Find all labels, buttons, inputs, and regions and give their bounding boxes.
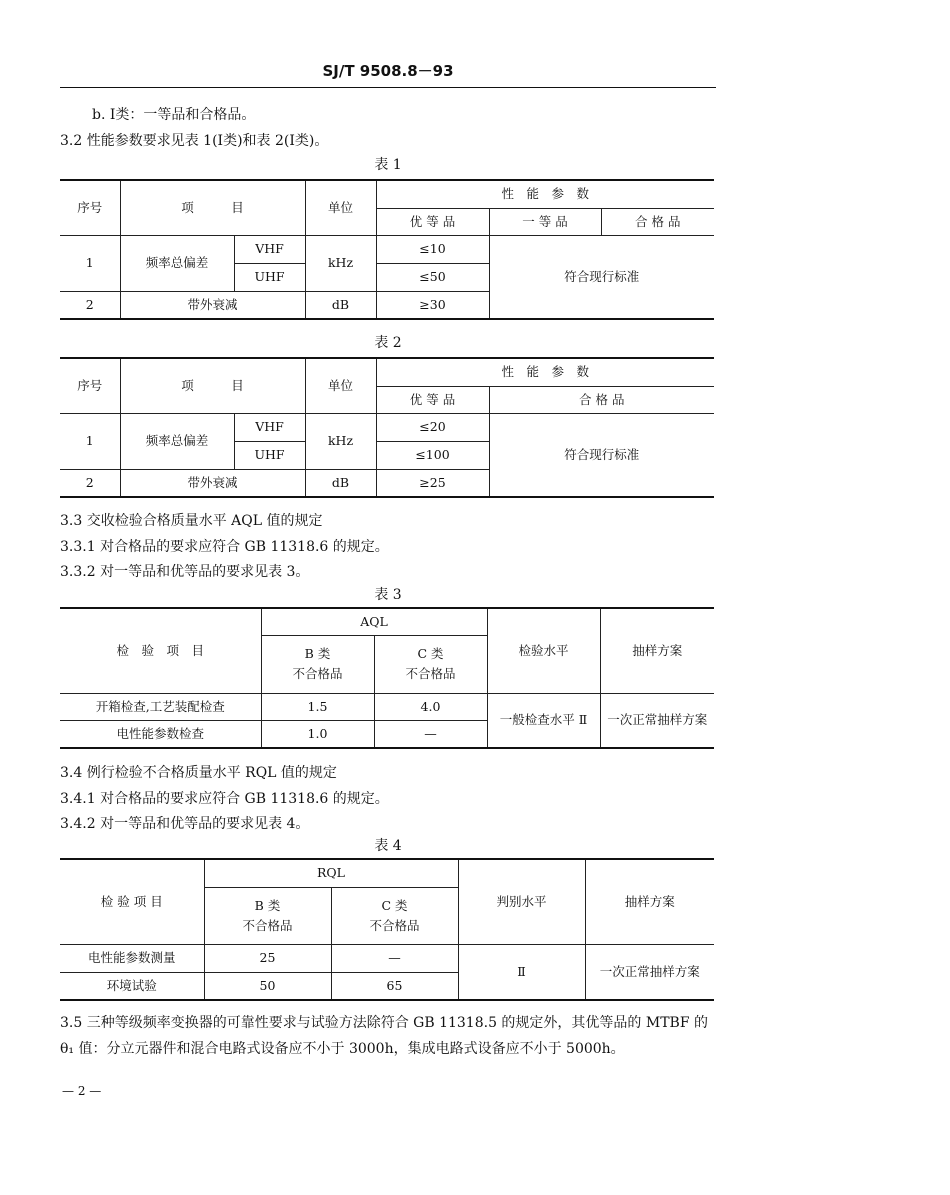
t4-r1-b: 25 bbox=[204, 944, 331, 972]
t3-r2-item: 电性能参数检查 bbox=[60, 720, 261, 748]
t3-h-c-l2: 不合格品 bbox=[405, 666, 456, 681]
t4-h-b-l2: 不合格品 bbox=[242, 917, 293, 933]
t2-r2-val: ≥25 bbox=[376, 469, 489, 497]
t3-r2-c: — bbox=[374, 720, 487, 748]
t2-h-perf: 性 能 参 数 bbox=[376, 358, 714, 386]
section-3-4-2: 3.4.2 对一等品和优等品的要求见表 4。 bbox=[60, 816, 310, 832]
t1-r1-uhf: UHF bbox=[234, 263, 305, 291]
table1-caption: 表 1 bbox=[374, 157, 402, 173]
t1-h-perf: 性 能 参 数 bbox=[376, 180, 714, 208]
section-3-3-2: 3.3.2 对一等品和优等品的要求见表 3。 bbox=[60, 564, 310, 580]
t4-h-c-l1: C 类 bbox=[381, 897, 408, 913]
t1-r1-item: 频率总偏差 bbox=[120, 235, 234, 291]
t4-h-item: 检 验 项 目 bbox=[60, 859, 204, 944]
t4-h-c-l2: 不合格品 bbox=[369, 917, 420, 933]
t3-r2-b: 1.0 bbox=[261, 720, 374, 748]
t1-r1-vhf: VHF bbox=[234, 235, 305, 263]
t3-h-b-l1: B 类 bbox=[304, 646, 331, 661]
t4-h-level: 判别水平 bbox=[458, 859, 585, 944]
table2 bbox=[60, 357, 714, 498]
t2-h-unit: 单位 bbox=[305, 358, 376, 413]
t3-h-level: 检验水平 bbox=[487, 608, 600, 693]
t1-r2-item: 带外衰减 bbox=[120, 291, 305, 319]
section-3-3-title: 3.3 交收检验合格质量水平 AQL 值的规定 bbox=[60, 513, 323, 529]
t1-r2-unit: dB bbox=[305, 291, 376, 319]
t2-r1-uhf: UHF bbox=[234, 441, 305, 469]
section-3-4-1: 3.4.1 对合格品的要求应符合 GB 11318.6 的规定。 bbox=[60, 791, 389, 807]
table4 bbox=[60, 858, 714, 1001]
t3-h-c-l1: C 类 bbox=[417, 646, 444, 661]
t4-r1-item: 电性能参数测量 bbox=[60, 944, 204, 972]
table2-caption: 表 2 bbox=[374, 335, 402, 351]
t3-level: 一般检查水平 Ⅱ bbox=[487, 693, 600, 748]
section-3-5: 3.5 三种等级频率变换器的可靠性要求与试验方法除符合 GB 11318.5 的规定外，其优等品的 MTBF 的 θ₁ 值：分立元器件和混合电路式设备应不小于 3000h，集成电路式设备应不小于 5000h。 bbox=[60, 1015, 709, 1057]
t4-r2-b: 50 bbox=[204, 972, 331, 1000]
t3-h-plan: 抽样方案 bbox=[600, 608, 714, 693]
page-number: — 2 — bbox=[62, 1084, 102, 1098]
t1-h-unit: 单位 bbox=[305, 180, 376, 235]
t2-r1-vhf: VHF bbox=[234, 413, 305, 441]
table3-caption: 表 3 bbox=[374, 587, 402, 603]
t2-r2-item: 带外衰减 bbox=[120, 469, 305, 497]
section-3-3-1: 3.3.1 对合格品的要求应符合 GB 11318.6 的规定。 bbox=[60, 539, 389, 555]
t4-h-b bbox=[204, 887, 331, 944]
t4-h-c bbox=[331, 887, 458, 944]
t4-h-plan: 抽样方案 bbox=[585, 859, 714, 944]
t2-r1-unit: kHz bbox=[305, 413, 376, 469]
t3-r1-item: 开箱检查,工艺装配检查 bbox=[60, 693, 261, 720]
t3-h-item: 检 验 项 目 bbox=[60, 608, 261, 693]
section-3-2: 3.2 性能参数要求见表 1(Ⅰ类)和表 2(Ⅰ类)。 bbox=[60, 133, 329, 149]
t1-h-item: 项 目 bbox=[120, 180, 305, 235]
t3-h-c bbox=[374, 635, 487, 693]
t3-h-b bbox=[261, 635, 374, 693]
t1-merged: 符合现行标准 bbox=[489, 235, 714, 319]
t1-r2-seq: 2 bbox=[60, 291, 120, 319]
t4-h-b-l1: B 类 bbox=[254, 897, 281, 913]
t2-r2-unit: dB bbox=[305, 469, 376, 497]
t1-r1-seq: 1 bbox=[60, 235, 120, 291]
t3-plan: 一次正常抽样方案 bbox=[600, 693, 714, 748]
doc-header: SJ/T 9508.8－93 bbox=[322, 62, 454, 80]
t1-h-superior: 优 等 品 bbox=[376, 208, 489, 235]
t2-merged: 符合现行标准 bbox=[489, 413, 714, 497]
t4-level: Ⅱ bbox=[458, 944, 585, 1000]
table3 bbox=[60, 607, 714, 749]
t2-h-superior: 优 等 品 bbox=[376, 386, 489, 413]
t1-h-qualified: 合 格 品 bbox=[601, 208, 714, 235]
t2-h-seq: 序号 bbox=[60, 358, 120, 413]
t2-r1-seq: 1 bbox=[60, 413, 120, 469]
t2-r1-item: 频率总偏差 bbox=[120, 413, 234, 469]
t1-h-seq: 序号 bbox=[60, 180, 120, 235]
t4-r1-c: — bbox=[331, 944, 458, 972]
t1-r1-vhf-val: ≤10 bbox=[376, 235, 489, 263]
table4-caption: 表 4 bbox=[374, 838, 402, 854]
t4-r2-item: 环境试验 bbox=[60, 972, 204, 1000]
header-rule bbox=[60, 87, 716, 88]
t4-r2-c: 65 bbox=[331, 972, 458, 1000]
t3-r1-b: 1.5 bbox=[261, 693, 374, 720]
t1-h-first: 一 等 品 bbox=[489, 208, 601, 235]
t4-plan: 一次正常抽样方案 bbox=[585, 944, 714, 1000]
t2-r2-seq: 2 bbox=[60, 469, 120, 497]
t2-h-qualified: 合 格 品 bbox=[489, 386, 714, 413]
t4-h-rql: RQL bbox=[204, 859, 458, 887]
table1 bbox=[60, 179, 714, 320]
t1-r2-val: ≥30 bbox=[376, 291, 489, 319]
t3-r1-c: 4.0 bbox=[374, 693, 487, 720]
t2-r1-vhf-val: ≤20 bbox=[376, 413, 489, 441]
item-b: b. Ⅰ类：一等品和合格品。 bbox=[92, 107, 256, 123]
t2-r1-uhf-val: ≤100 bbox=[376, 441, 489, 469]
t3-h-aql: AQL bbox=[261, 608, 487, 635]
t1-r1-unit: kHz bbox=[305, 235, 376, 291]
t2-h-item: 项 目 bbox=[120, 358, 305, 413]
t3-h-b-l2: 不合格品 bbox=[292, 666, 343, 681]
t1-r1-uhf-val: ≤50 bbox=[376, 263, 489, 291]
section-3-4-title: 3.4 例行检验不合格质量水平 RQL 值的规定 bbox=[60, 765, 337, 781]
